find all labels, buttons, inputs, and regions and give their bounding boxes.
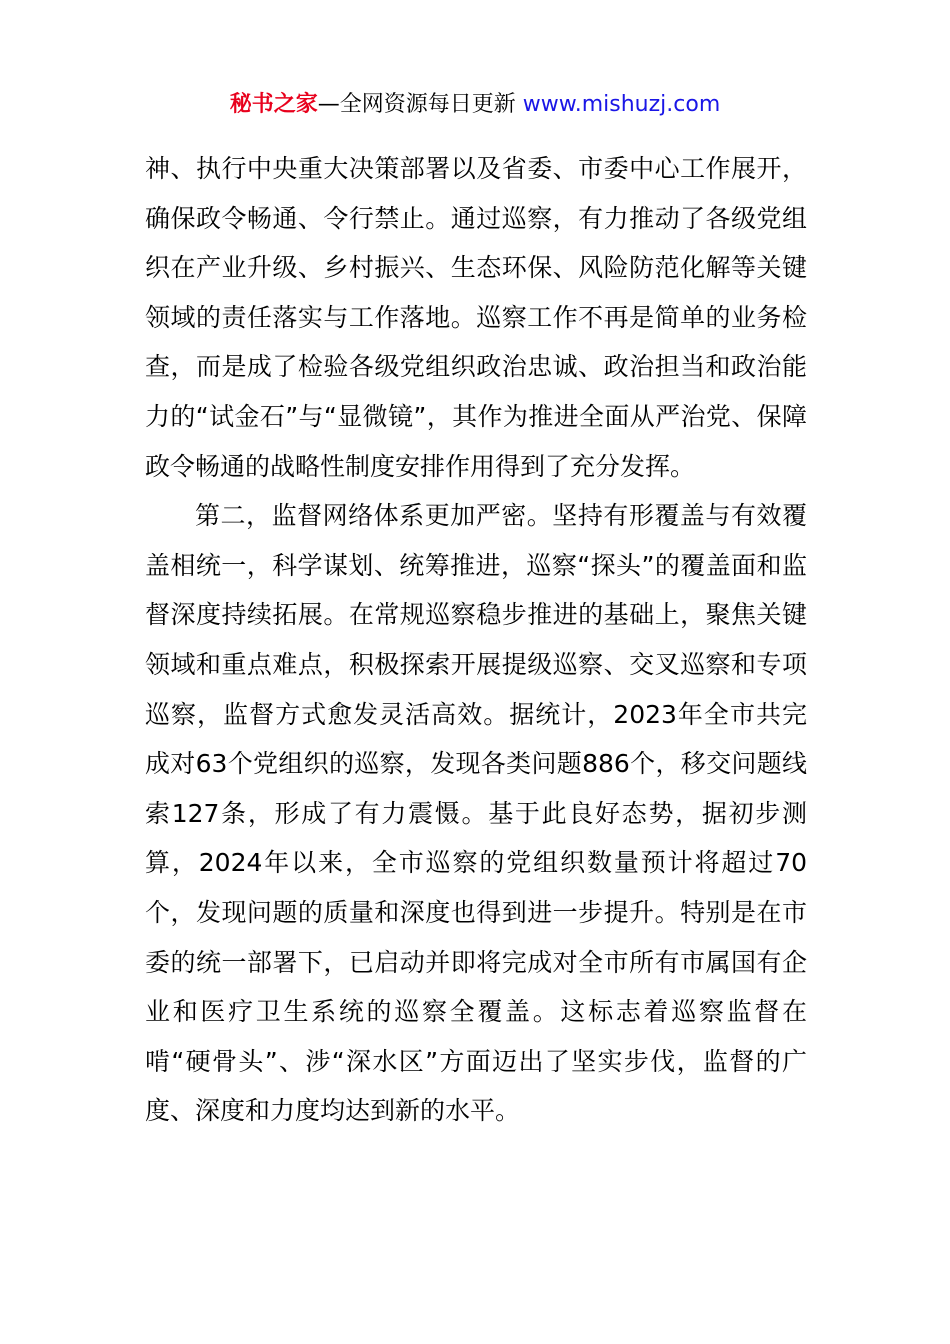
header-tagline: —全网资源每日更新 [317,92,516,117]
page-header [0,88,950,122]
site-url-link[interactable]: www.mishuzj.com [522,92,721,117]
paragraph-continued: 神、执行中央重大决策部署以及省委、市委中心工作展开，确保政令畅通、令行禁止。通过巡察，有力推动了各级党组织在产业升级、乡村振兴、生态环保、风险防范化解等关键领域的责任落实与工作落地。巡察工作不再是简单的业务检查，而是成了检验各级党组织政治忠诚、政治担当和政治能力的“试金石”与“显微镜”，其作为推进全面从严治党、保障政令畅通的战略性制度安排作用得到了充分发挥。 [145,154,807,481]
brand-name: 秘书之家 [229,92,318,117]
paragraph-second-point: 第二，监督网络体系更加严密。坚持有形覆盖与有效覆盖相统一，科学谋划、统筹推进，巡察“探头”的覆盖面和监督深度持续拓展。在常规巡察稳步推进的基础上，聚焦关键领域和重点难点，积极探索开展提级巡察、交叉巡察和专项巡察，监督方式愈发灵活高效。据统计，2023年全市共完成对63个党组织的巡察，发现各类问题886个，移交问题线索127条，形成了有力震慑。基于此良好态势，据初步测算，2024年以来，全市巡察的党组织数量预计将超过70个，发现问题的质量和深度也得到进一步提升。特别是在市委的统一部署下，已启动并即将完成对全市所有市属国有企业和医疗卫生系统的巡察全覆盖。这标志着巡察监督在啃“硬骨头”、涉“深水区”方面迈出了坚实步伐，监督的广度、深度和力度均达到新的水平。 [145,501,807,1126]
document-body [145,144,807,1136]
